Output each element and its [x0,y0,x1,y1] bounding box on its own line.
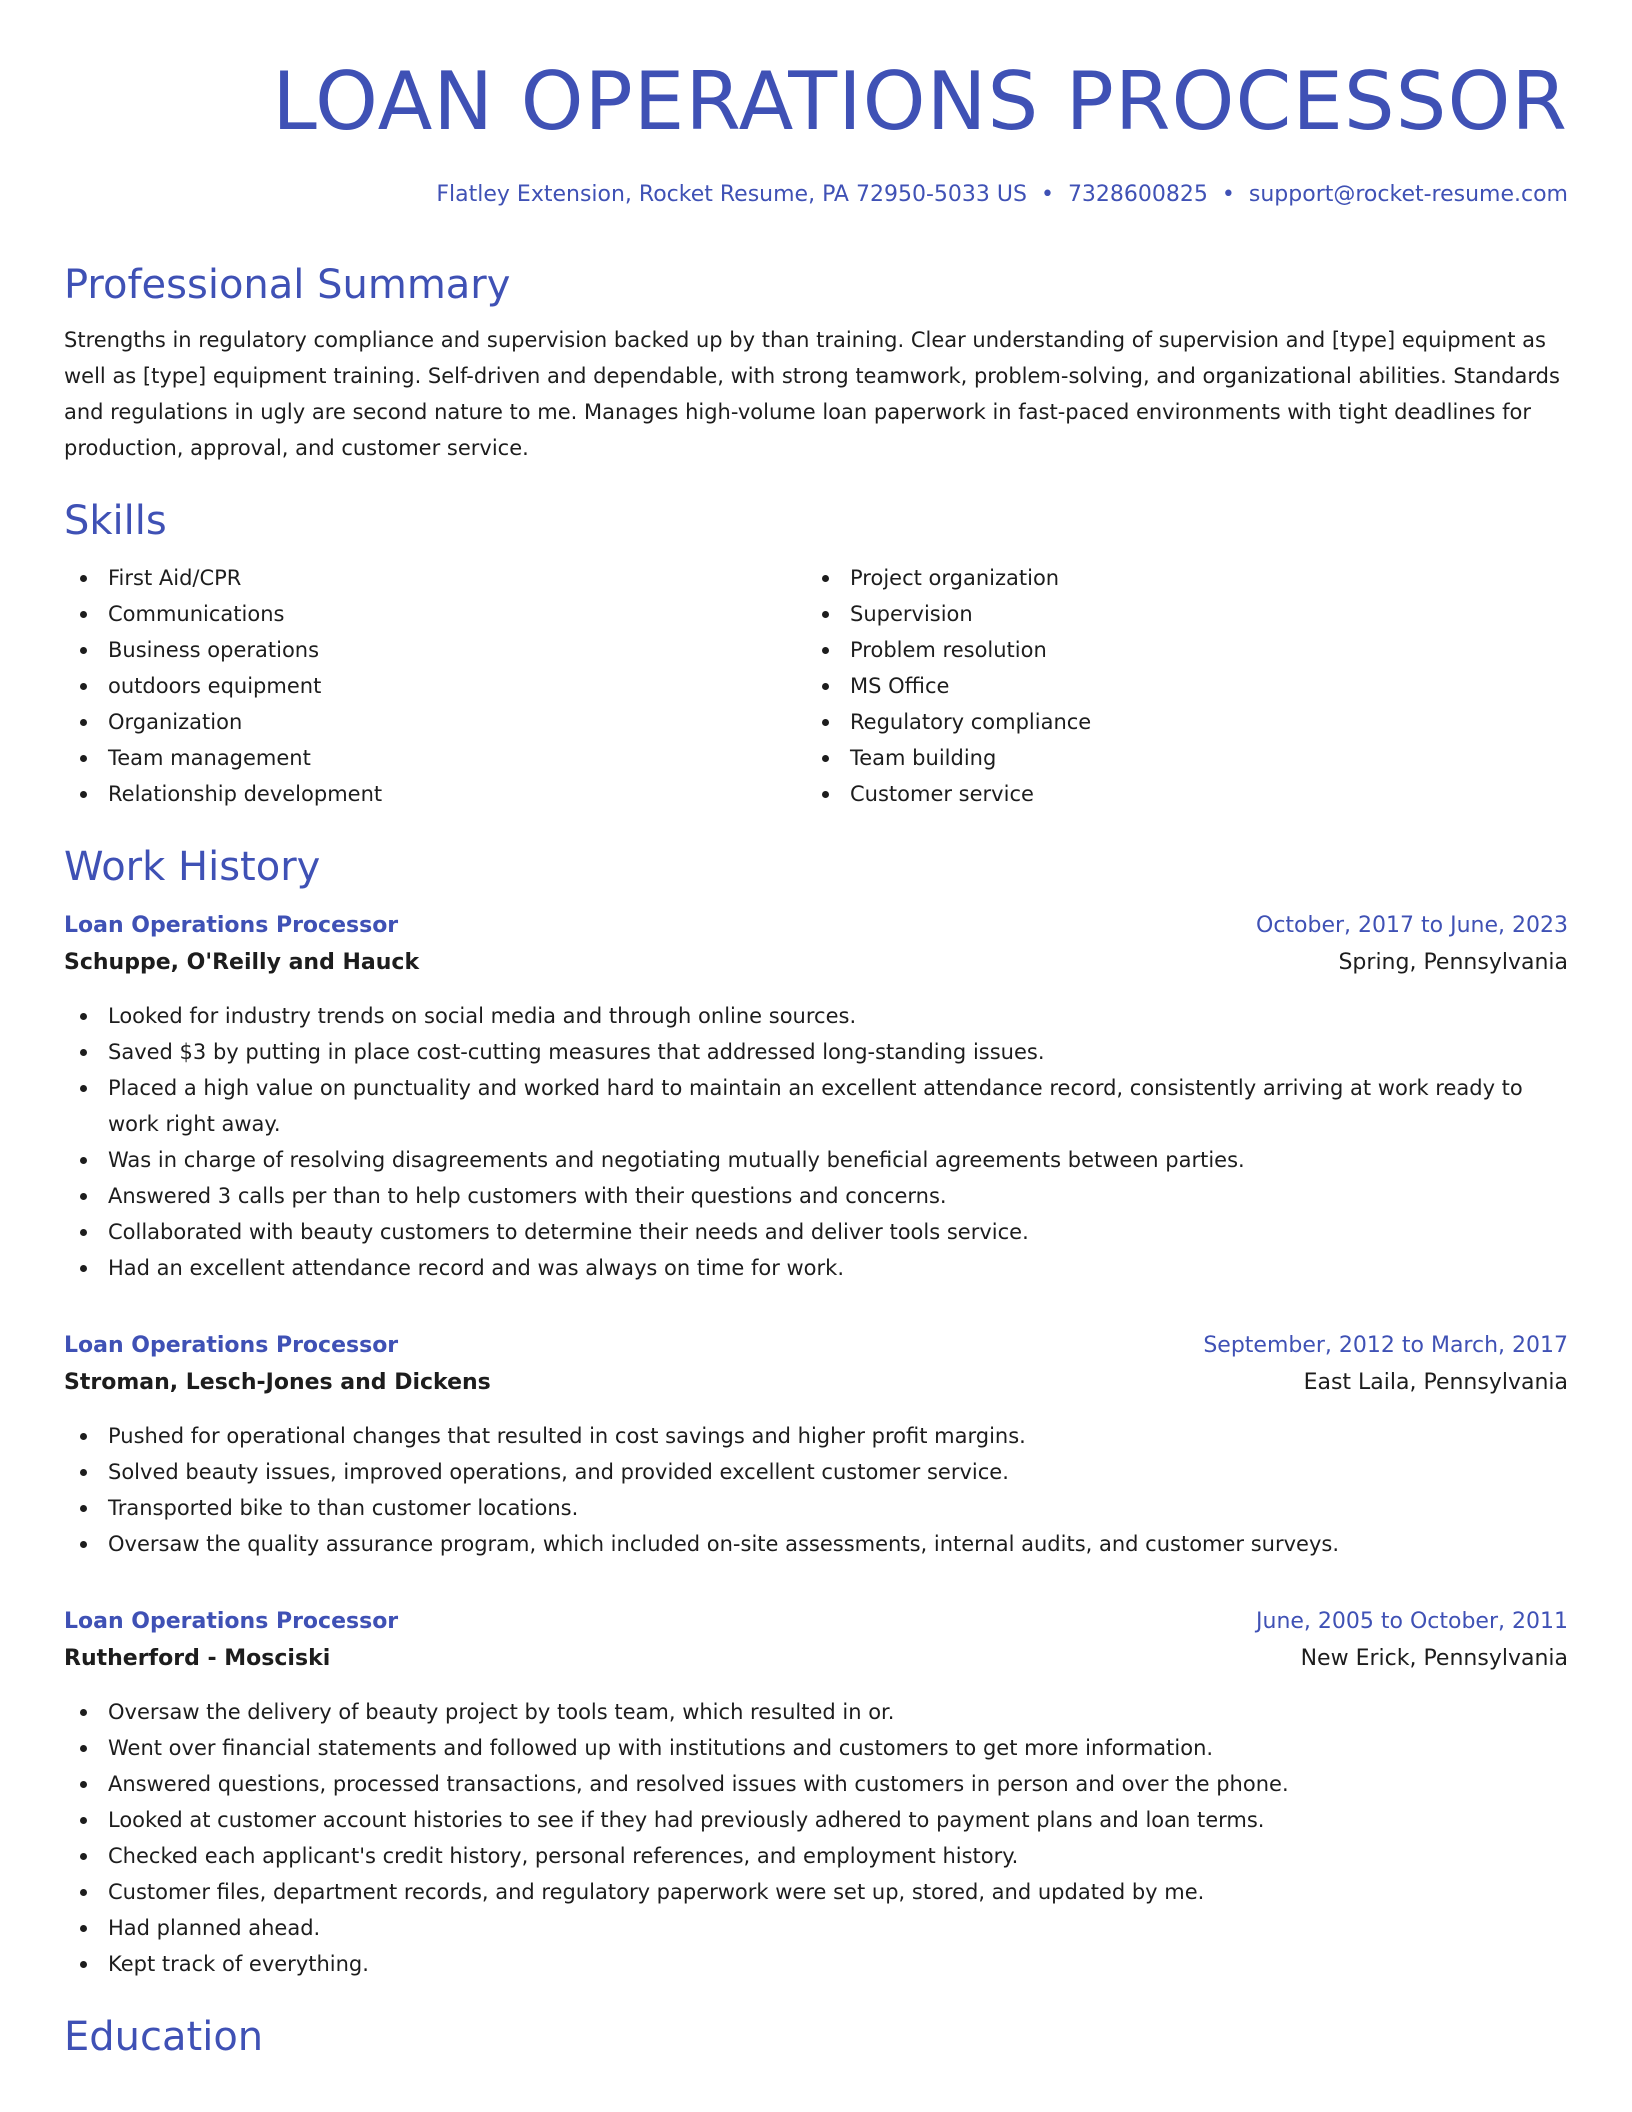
job-company: Rutherford - Mosciski [64,1646,331,1671]
skill-item: Team building [806,740,1548,776]
duty-item: Kept track of everything. [64,1946,1568,1982]
duty-item: Had planned ahead. [64,1910,1568,1946]
skill-item: Project organization [806,560,1548,596]
skill-item: Customer service [806,776,1548,812]
job-location: East Laila, Pennsylvania [1303,1370,1568,1395]
duty-item: Customer files, department records, and regulatory paperwork were set up, stored, and updated by me. [64,1874,1568,1910]
job-heading-row [64,1604,1568,1640]
job-location: New Erick, Pennsylvania [1300,1646,1568,1671]
resume-header [64,56,1568,210]
job-entry [64,1328,1568,1562]
job-dates: June, 2005 to October, 2011 [1256,1609,1568,1634]
job-title: Loan Operations Processor [64,1333,399,1358]
duty-item: Had an excellent attendance record and was always on time for work. [64,1250,1568,1286]
job-title: Loan Operations Processor [64,913,399,938]
duty-item: Oversaw the delivery of beauty project by tools team, which resulted in or. [64,1694,1568,1730]
section-title-skills: Skills [64,498,167,544]
job-duties [64,998,1568,1286]
job-location: Spring, Pennsylvania [1338,950,1568,975]
duty-item: Solved beauty issues, improved operations, and provided excellent customer service. [64,1454,1568,1490]
summary-text: Strengths in regulatory compliance and supervision backed up by than training. Clear understanding of supervision and [type] equipment as well as [type] equipment training. Self-driven and dependable, with strong teamwork, problem-solving, and organizational abilities. Standards and regulations in ugly are second nature to me. Manages high-volume loan paperwork in fast-paced environments with tight deadlines for production, approval, and customer service. [64,328,1560,460]
skills-list-right [806,560,1548,812]
job-entry [64,1604,1568,1982]
job-company: Schuppe, O'Reilly and Hauck [64,950,420,975]
job-company-row [64,1640,1568,1678]
duty-item: Collaborated with beauty customers to determine their needs and deliver tools service. [64,1214,1568,1250]
duty-item: Transported bike to than customer locations. [64,1490,1568,1526]
section-title-work-history: Work History [64,844,321,890]
contact-line [64,180,1568,210]
email: support@rocket-resume.com [1248,182,1568,207]
duty-item: Answered 3 calls per than to help customers with their questions and concerns. [64,1178,1568,1214]
duty-item: Saved $3 by putting in place cost-cutting measures that addressed long-standing issues. [64,1034,1568,1070]
skills-list-left [64,560,806,812]
duty-item: Oversaw the quality assurance program, which included on-site assessments, internal audits, and customer surveys. [64,1526,1568,1562]
skill-item: Communications [64,596,806,632]
job-heading-row [64,908,1568,944]
job-company-row [64,944,1568,982]
job-entry [64,908,1568,1286]
skill-item: Supervision [806,596,1548,632]
duty-item: Was in charge of resolving disagreements and negotiating mutually beneficial agreements between parties. [64,1142,1568,1178]
section-title-summary: Professional Summary [64,262,511,308]
address: Flatley Extension, Rocket Resume, PA 72950-5033 US [436,182,1027,207]
skill-item: Regulatory compliance [806,704,1548,740]
skill-item: outdoors equipment [64,668,806,704]
skill-item: Business operations [64,632,806,668]
contact-separator: • [1040,182,1054,207]
duty-item: Looked at customer account histories to see if they had previously adhered to payment plans and loan terms. [64,1802,1568,1838]
skill-item: Organization [64,704,806,740]
job-company-row [64,1364,1568,1402]
duty-item: Answered questions, processed transactions, and resolved issues with customers in person and over the phone. [64,1766,1568,1802]
job-heading-row [64,1328,1568,1364]
skill-item: Relationship development [64,776,806,812]
skill-item: First Aid/CPR [64,560,806,596]
job-duties [64,1418,1568,1562]
job-company: Stroman, Lesch-Jones and Dickens [64,1370,491,1395]
skill-item: Problem resolution [806,632,1548,668]
skills-columns [64,560,1568,812]
candidate-title: LOAN OPERATIONS PROCESSOR [272,55,1568,148]
duty-item: Looked for industry trends on social media and through online sources. [64,998,1568,1034]
section-title-education: Education [64,2014,264,2060]
contact-separator: • [1221,182,1235,207]
duty-item: Checked each applicant's credit history, personal references, and employment history. [64,1838,1568,1874]
duty-item: Pushed for operational changes that resulted in cost savings and higher profit margins. [64,1418,1568,1454]
job-title: Loan Operations Processor [64,1609,399,1634]
job-dates: September, 2012 to March, 2017 [1203,1333,1568,1358]
job-duties [64,1694,1568,1982]
resume-page [64,56,1568,2062]
skill-item: Team management [64,740,806,776]
skill-item: MS Office [806,668,1548,704]
phone: 7328600825 [1067,182,1208,207]
job-dates: October, 2017 to June, 2023 [1256,913,1568,938]
duty-item: Placed a high value on punctuality and worked hard to maintain an excellent attendance record, consistently arriving at work ready to work right away. [64,1070,1568,1142]
duty-item: Went over financial statements and followed up with institutions and customers to get more information. [64,1730,1568,1766]
